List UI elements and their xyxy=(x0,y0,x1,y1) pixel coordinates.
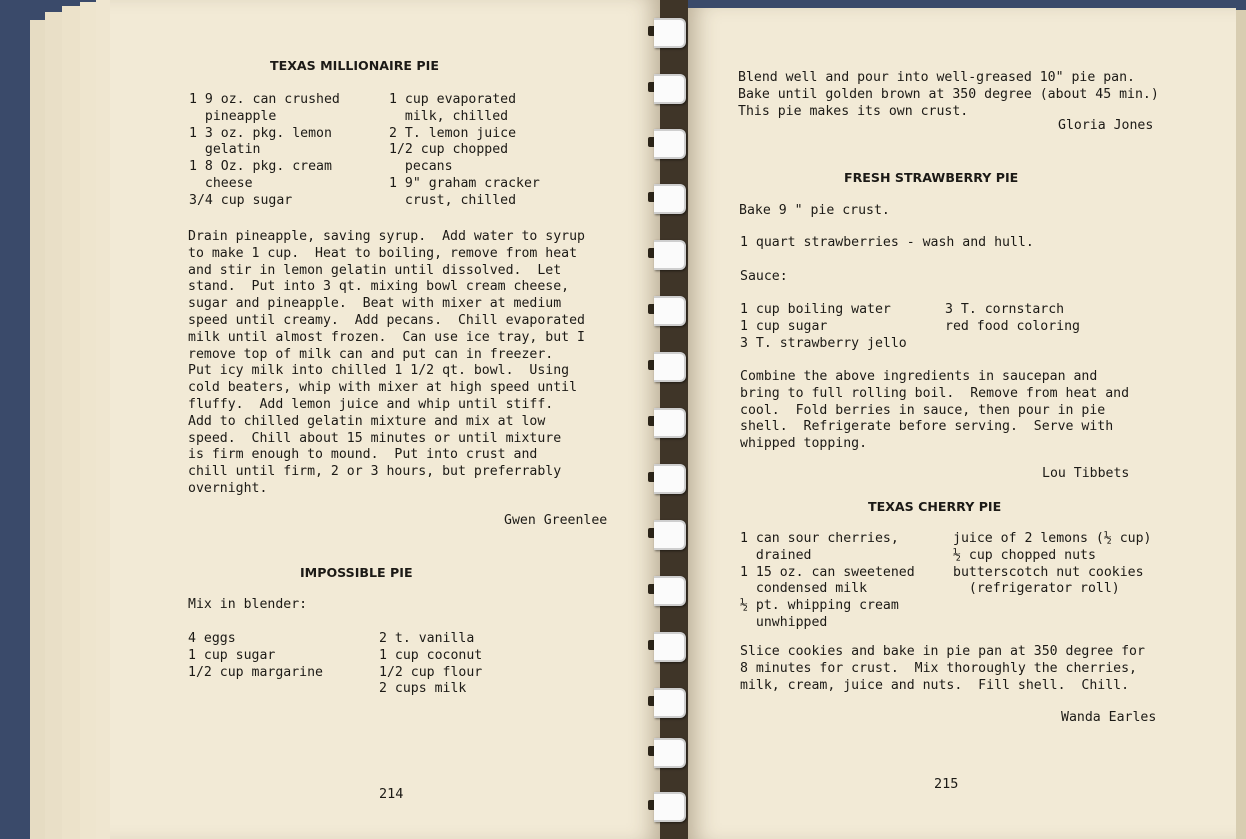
ingredients-column: 1 can sour cherries, drained 1 15 oz. can sweetened condensed milk ½ pt. whipping cream unwhipped xyxy=(740,531,915,630)
binding-ring xyxy=(648,184,688,212)
recipe-title: FRESH STRAWBERRY PIE xyxy=(844,170,1019,185)
recipe-step: 1 quart strawberries - wash and hull. xyxy=(740,235,1034,250)
binding-ring xyxy=(648,520,688,548)
binding-ring xyxy=(648,296,688,324)
page-number: 214 xyxy=(379,786,404,802)
ingredients-column: 2 t. vanilla 1 cup coconut 1/2 cup flour 2 cups milk xyxy=(379,631,483,697)
ingredients-column: 1 cup evaporated milk, chilled 2 T. lemon juice 1/2 cup chopped pecans 1 9" graham cracker crust, chilled xyxy=(389,92,540,208)
ingredients-column: 1 9 oz. can crushed pineapple 1 3 oz. pkg. lemon gelatin 1 8 Oz. pkg. cream cheese 3/4 cup sugar xyxy=(189,92,340,208)
right-page xyxy=(688,8,1236,839)
binding-ring xyxy=(648,408,688,436)
recipe-author: Wanda Earles xyxy=(1061,710,1157,725)
page-number: 215 xyxy=(934,776,959,792)
recipe-author: Gwen Greenlee xyxy=(504,513,608,528)
binding-ring xyxy=(648,576,688,604)
recipe-author: Gloria Jones xyxy=(1058,118,1154,133)
sauce-label: Sauce: xyxy=(740,269,788,284)
right-page-edge xyxy=(1236,10,1246,839)
binding-ring xyxy=(648,18,688,46)
recipe-directions: Drain pineapple, saving syrup. Add water to syrup to make 1 cup. Heat to boiling, remove from heat and stir in lemon gelatin until dissolved. Let stand. Put into 3 qt. mixing bowl cream cheese, sugar and pineapple. Beat with mixer at medium speed until creamy. Add pecans. Chill evaporated milk until almost frozen. Can use ice tray, but I remove top of milk can and put can in freezer. Put icy milk into chilled 1 1/2 qt. bowl. Using cold beaters, whip with mixer at high speed until fluffy. Add lemon juice and whip until stiff. Add to chilled gelatin mixture and mix at low speed. Chill about 15 minutes or until mixture is firm enough to mound. Put into crust and chill until firm, 2 or 3 hours, but preferrably overnight. xyxy=(188,229,585,496)
recipe-title: TEXAS CHERRY PIE xyxy=(868,499,1002,514)
sauce-ingredients-column: 1 cup boiling water 1 cup sugar 3 T. strawberry jello xyxy=(740,302,907,351)
recipe-title: IMPOSSIBLE PIE xyxy=(300,565,413,580)
left-page xyxy=(110,0,660,839)
recipe-author: Lou Tibbets xyxy=(1042,466,1130,481)
recipe-step: Bake 9 " pie crust. xyxy=(739,203,890,218)
binding-ring xyxy=(648,792,688,820)
recipe-title: TEXAS MILLIONAIRE PIE xyxy=(270,58,439,73)
binding-ring xyxy=(648,129,688,157)
recipe-directions: Combine the above ingredients in saucepan and bring to full rolling boil. Remove from heat and cool. Fold berries in sauce, then pour in pie shell. Refrigerate before serving. Serve with whipped topping. xyxy=(740,369,1130,452)
recipe-continued-text: Blend well and pour into well-greased 10" pie pan. Bake until golden brown at 350 degree (about 45 min.) This pie makes its own crust. xyxy=(738,70,1159,119)
recipe-directions: Slice cookies and bake in pie pan at 350 degree for 8 minutes for crust. Mix thoroughly the cherries, milk, cream, juice and nuts. Fill shell. Chill. xyxy=(740,644,1145,693)
binding-ring xyxy=(648,74,688,102)
binding-ring xyxy=(648,464,688,492)
binding-ring xyxy=(648,738,688,766)
binding-ring xyxy=(648,352,688,380)
binding-ring xyxy=(648,632,688,660)
ingredients-column: 4 eggs 1 cup sugar 1/2 cup margarine xyxy=(188,631,323,680)
binding-ring xyxy=(648,688,688,716)
sauce-ingredients-column: 3 T. cornstarch red food coloring xyxy=(945,302,1080,334)
binding-ring xyxy=(648,240,688,268)
recipe-intro: Mix in blender: xyxy=(188,597,308,612)
ingredients-column: juice of 2 lemons (½ cup) ½ cup chopped nuts butterscotch nut cookies (refrigerator roll) xyxy=(953,531,1152,597)
